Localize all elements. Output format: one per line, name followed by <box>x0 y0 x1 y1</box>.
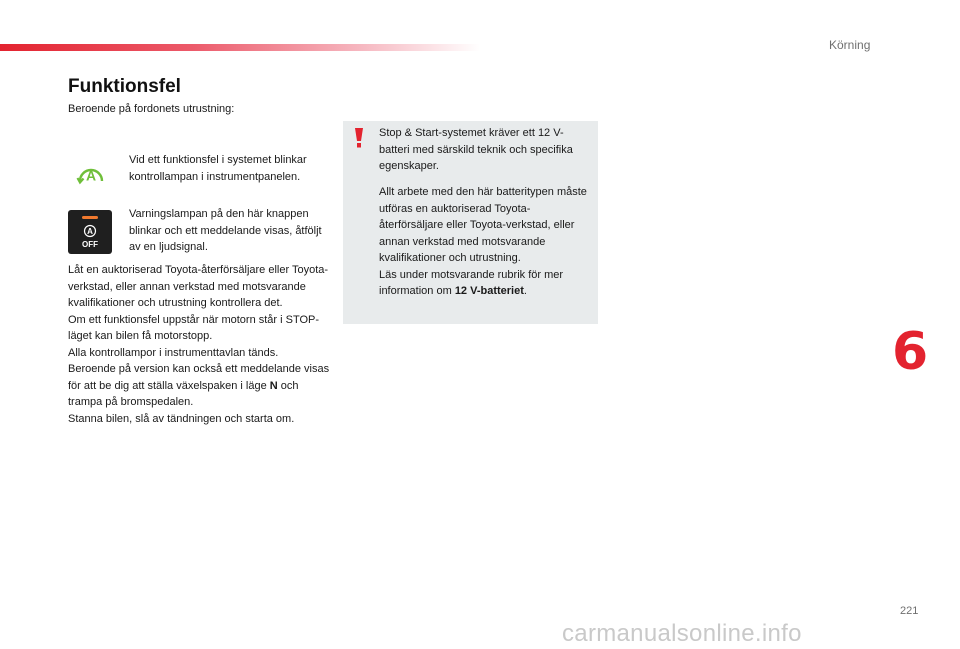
note-battery-requirement: Stop & Start-systemet kräver ett 12 V-batteri med särskild teknik och specifika egenskaper. <box>379 127 573 172</box>
battery-reference: 12 V-batteriet <box>454 285 524 297</box>
chapter-number: 6 <box>892 322 929 382</box>
off-button-label: OFF <box>82 240 98 249</box>
svg-text:A: A <box>87 227 93 236</box>
header-accent-bar <box>0 44 480 51</box>
page-title: Funktionsfel <box>68 76 181 97</box>
note-service-info <box>379 184 591 300</box>
a-icon-letter: A <box>85 167 97 184</box>
body-paragraph: Låt en auktoriserad Toyota-återförsäljare eller Toyota-verkstad, eller annan verkstad med motsvarande kvalifikationer och utrustning kontrollera det. <box>68 264 329 309</box>
intro-text: Beroende på fordonets utrustning: <box>68 103 235 115</box>
warning-exclamation-icon <box>354 128 364 148</box>
warning-led-bar <box>82 216 98 219</box>
auto-stop-start-a-icon <box>76 161 106 189</box>
note-paragraph: Allt arbete med den här batteritypen måste utföras en auktoriserad Toyota-återförsäljare eller Toyota-verkstad, eller annan verkstad med motsvarande kvalifikationer och utrustning. <box>379 186 587 264</box>
note-paragraph: Läs under motsvarande rubrik för mer information om 12 V-batteriet. <box>379 268 564 297</box>
watermark: carmanualsonline.info <box>562 620 802 647</box>
malfunction-instructions <box>68 262 333 427</box>
body-paragraph: Stanna bilen, slå av tändningen och starta om. <box>68 412 295 425</box>
gear-position-n: N <box>269 379 278 392</box>
warning-button-text: Varningslampan på den här knappen blinkar och ett meddelande visas, åtföljt av en ljudsignal. <box>129 208 322 253</box>
page-number: 221 <box>900 605 919 617</box>
indicator-lamp-text: Vid ett funktionsfel i systemet blinkar kontrollampan i instrumentpanelen. <box>129 154 307 183</box>
section-title: Körning <box>829 38 871 52</box>
auto-stop-start-off-button-icon <box>68 210 112 254</box>
body-paragraph: Om ett funktionsfel uppstår när motorn står i STOP-läget kan bilen få motorstopp. <box>68 313 320 342</box>
body-paragraph: Alla kontrollampor i instrumenttavlan tänds. <box>68 346 279 359</box>
body-paragraph: Beroende på version kan också ett meddelande visas för att be dig att ställa växelspaken i läge N och trampa på bromspedalen. <box>68 363 330 408</box>
